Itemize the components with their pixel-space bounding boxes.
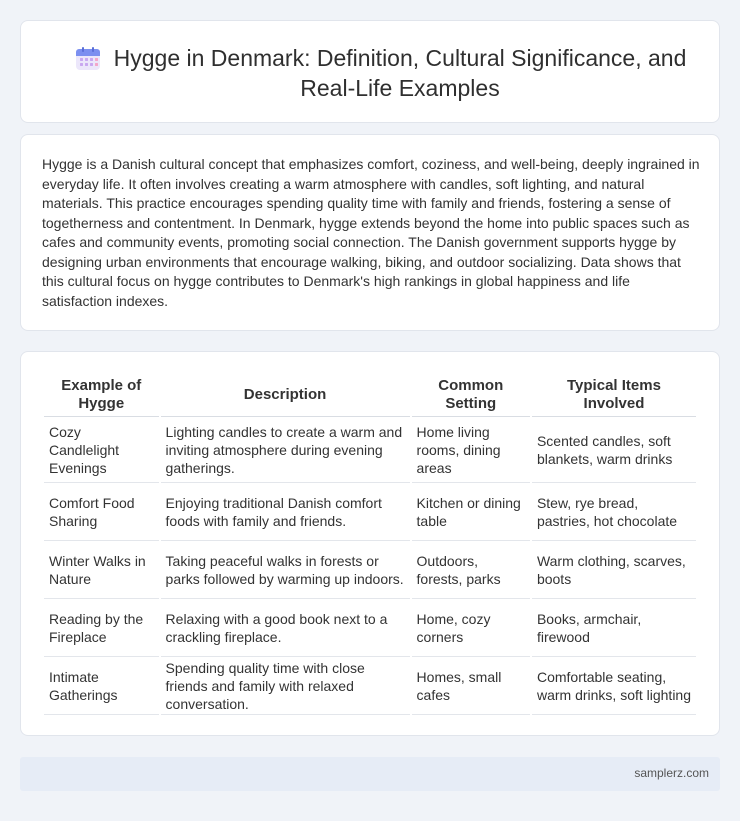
table-cell: Intimate Gatherings xyxy=(44,657,159,715)
table-header-row xyxy=(44,373,696,417)
table-cell: Outdoors, forests, parks xyxy=(412,541,530,599)
table-cell: Spending quality time with close friends and family with relaxed conversation. xyxy=(161,657,410,715)
table-row xyxy=(44,599,696,657)
column-header: Example of Hygge xyxy=(44,373,159,417)
table-cell: Kitchen or dining table xyxy=(412,483,530,541)
column-header: Typical Items Involved xyxy=(532,373,696,417)
table-card xyxy=(20,351,720,736)
table-cell: Home, cozy corners xyxy=(412,599,530,657)
table-cell: Enjoying traditional Danish comfort foods with family and friends. xyxy=(161,483,410,541)
table-cell: Taking peaceful walks in forests or parks followed by warming up indoors. xyxy=(161,541,410,599)
intro-paragraph: Hygge is a Danish cultural concept that emphasizes comfort, coziness, and well-being, deeply ingrained in everyday life. It often involves creating a warm atmosphere with candles, soft lighting, and natural materials. This practice encourages spending quality time with family and friends, fostering a sense of togetherness and contentment. In Denmark, hygge extends beyond the home into public spaces such as cafes and community events, promoting social connection. The Danish government supports hygge by designing urban environments that encourage walking, biking, and outdoor socializing. Data shows that this cultural focus on hygge contributes to Denmark's high rankings in global happiness and life satisfaction indexes. xyxy=(42,156,700,309)
table-row xyxy=(44,657,696,715)
table-cell: Reading by the Fireplace xyxy=(44,599,159,657)
footer-site-link[interactable]: samplerz.com xyxy=(634,766,709,780)
table-row xyxy=(44,417,696,483)
table-cell: Comfort Food Sharing xyxy=(44,483,159,541)
table-cell: Home living rooms, dining areas xyxy=(412,417,530,483)
table-cell: Relaxing with a good book next to a crackling fireplace. xyxy=(161,599,410,657)
table-cell: Homes, small cafes xyxy=(412,657,530,715)
table-cell: Warm clothing, scarves, boots xyxy=(532,541,696,599)
table-cell: Lighting candles to create a warm and inviting atmosphere during evening gatherings. xyxy=(161,417,410,483)
table-cell: Stew, rye bread, pastries, hot chocolate xyxy=(532,483,696,541)
page-title: Hygge in Denmark: Definition, Cultural Significance, and Real-Life Examples xyxy=(113,45,687,101)
table-cell: Scented candles, soft blankets, warm drinks xyxy=(532,417,696,483)
table-cell: Comfortable seating, warm drinks, soft lighting xyxy=(532,657,696,715)
hygge-examples-table xyxy=(42,373,698,715)
column-header: Common Setting xyxy=(412,373,530,417)
title-card xyxy=(20,20,720,123)
footer-bar xyxy=(20,757,720,791)
table-cell: Books, armchair, firewood xyxy=(532,599,696,657)
table-cell: Winter Walks in Nature xyxy=(44,541,159,599)
table-row xyxy=(44,483,696,541)
intro-card xyxy=(20,134,720,331)
table-cell: Cozy Candlelight Evenings xyxy=(44,417,159,483)
table-row xyxy=(44,541,696,599)
column-header: Description xyxy=(161,373,410,417)
